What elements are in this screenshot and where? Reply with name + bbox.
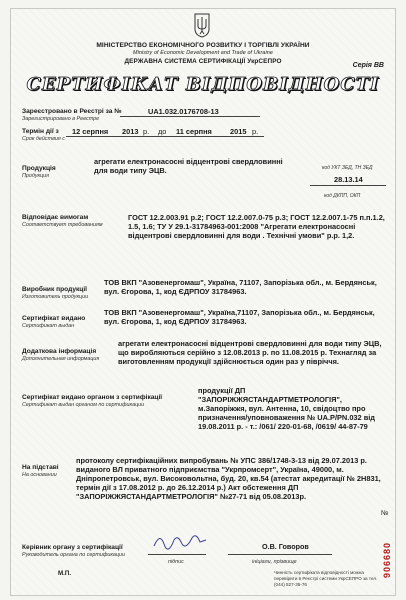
validity-to-word: до bbox=[158, 127, 167, 136]
signatory-name: О.В. Говоров bbox=[262, 542, 309, 551]
validity-to-year-suffix: р. bbox=[252, 127, 259, 136]
basis-label: На підставі bbox=[22, 464, 59, 471]
cert-body-sublabel: Сертификат выдан органом по сертификации bbox=[22, 402, 145, 408]
validity-from-year-suffix: р. bbox=[143, 127, 150, 136]
registry-number: UA1.032.0176708-13 bbox=[148, 107, 219, 116]
product-code1: 28.13.14 bbox=[334, 175, 363, 184]
manufacturer-label: Виробник продукції bbox=[22, 286, 88, 293]
product-text: агрегати електронасосні відцентрові свердловинні для води типу ЭЦВ. bbox=[94, 157, 283, 175]
validity-from-day: 12 серпня bbox=[72, 127, 109, 136]
ministry-subtitle: Ministry of Economic Development and Trade of Ukraine bbox=[132, 50, 274, 56]
signature-note: підпис bbox=[168, 559, 184, 565]
verification-footnote: Чинність сертифіката відповідності можна перевірити в Реєстрі системи УкрСЕПРО за тел. (044) 527-35-76 bbox=[274, 570, 378, 587]
certificate-title: СЕРТИФІКАТ ВІДПОВІДНОСТІ bbox=[26, 74, 380, 95]
seal-place-label: М.П. bbox=[58, 570, 72, 577]
additional-info-text: агрегати електронасосні відцентрові свердловинні для води типу ЭЦВ, що виробляються серійно з 12.08.2013 р. по 11.08.2015 р. Технагляд за виготовленням продукції здійснюється один раз у півріччя. bbox=[118, 339, 382, 366]
cert-body-text: продукції ДП "ЗАПОРІЖЖЯСТАНДАРТМЕТРОЛОГІЯ", м.Запоріжжя, вул. Антенна, 10, свідоцтво про призначення/уповноваження № UA.P/PN.032 від 19.08.2011 р. - т.: /061/ 220-01-68, /0619/ 44-87-79 bbox=[198, 386, 375, 431]
name-rule bbox=[228, 554, 332, 555]
registry-sublabel: Зарегистрировано в Реестре bbox=[22, 116, 100, 122]
trident-emblem-icon bbox=[193, 12, 211, 38]
name-note: ініціали, прізвище bbox=[252, 559, 297, 565]
validity-to-year: 2015 bbox=[230, 127, 247, 136]
validity-from-year: 2013 bbox=[122, 127, 139, 136]
manufacturer-sublabel: Изготовитель продукции bbox=[22, 294, 89, 300]
series-label: Серія ВВ bbox=[352, 62, 384, 69]
registry-rule bbox=[120, 116, 260, 117]
registry-label: Зареєстровано в Реєстрі за № bbox=[22, 108, 122, 115]
validity-rule bbox=[66, 136, 264, 137]
product-label: Продукція bbox=[22, 165, 56, 172]
serial-number-value: 906680 bbox=[382, 541, 392, 578]
product-code1-label: код УКТ ЗЕД, ТН ЗЕД bbox=[322, 165, 373, 171]
validity-sublabel: Срок действия с bbox=[22, 136, 65, 142]
cert-body-label: Сертифікат видано органом з сертифікації bbox=[22, 394, 163, 401]
serial-no-label: № bbox=[381, 510, 389, 517]
requirements-label: Відповідає вимогам bbox=[22, 214, 89, 221]
product-sublabel: Продукция bbox=[22, 173, 50, 179]
certification-system: ДЕРЖАВНА СИСТЕМА СЕРТИФІКАЦІЇ УкрСЕПРО bbox=[124, 58, 282, 65]
basis-text: протоколу сертифікаційних випробувань № УПС 386/1748-3-13 від 29.07.2013 р. виданого ВЛ приватного підприємства "Укрпромсерт", Україна, 49000, м. Дніпропетровськ, вул. Високовольтна, буд. 20, кв.54 (атестат акредитації № 2Н831, термін дії з 17.08.2012 р. до 26.12.2014 р.) Акт обстеження ДП "ЗАПОРІЖЖЯСТАНДАРТМЕТРОЛОГІЯ" №27-71 від 05.08.2013р. bbox=[76, 456, 381, 501]
ministry-title: МІНІСТЕРСТВО ЕКОНОМІЧНОГО РОЗВИТКУ І ТОРГІВЛІ УКРАЇНИ bbox=[96, 42, 310, 49]
additional-info-label: Додаткова інформація bbox=[22, 348, 97, 355]
product-code2-label: код ДКПП, ОКП bbox=[324, 193, 361, 199]
issued-to-text: ТОВ ВКП "Азовенергомаш", Україна,71107, Запорізька обл., м. Бердянськ, вул. Єгорова, 1, код ЄДРПОУ 31784963. bbox=[104, 308, 375, 326]
certificate-frame bbox=[10, 8, 396, 596]
issued-to-label: Сертифікат видано bbox=[22, 315, 86, 322]
product-code-rule bbox=[310, 185, 386, 186]
manufacturer-text: ТОВ ВКП "Азовенергомаш", Україна, 71107, Запорізька обл., м. Бердянськ, вул. Єгорова, 1, код ЄДРПОУ 31784963. bbox=[104, 278, 377, 296]
signatory-label: Керівник органу з сертифікації bbox=[22, 544, 123, 551]
requirements-text: ГОСТ 12.2.003.91 р.2; ГОСТ 12.2.007.0-75 р.3; ГОСТ 12.2.007.1-75 п.п.1.2, 1.5, 1.6; ТУ У 29.1-31784963-001:2008 "Агрегати електронасосні відцентрові свердловинні для води . Технічні умови" р.р. 1,2. bbox=[128, 213, 385, 240]
additional-info-sublabel: Дополнительная информация bbox=[22, 356, 100, 362]
basis-sublabel: На основании bbox=[22, 472, 57, 478]
validity-label: Термін дії з bbox=[22, 128, 59, 135]
requirements-sublabel: Соответствует требованиям bbox=[22, 222, 103, 228]
handwritten-signature-icon bbox=[150, 528, 210, 554]
signature-rule bbox=[148, 554, 206, 555]
signatory-sublabel: Руководитель органа по сертификации bbox=[22, 552, 126, 558]
serial-number bbox=[380, 510, 394, 578]
issued-to-sublabel: Сертификат выдан bbox=[22, 323, 75, 329]
validity-to-day: 11 серпня bbox=[176, 127, 212, 136]
